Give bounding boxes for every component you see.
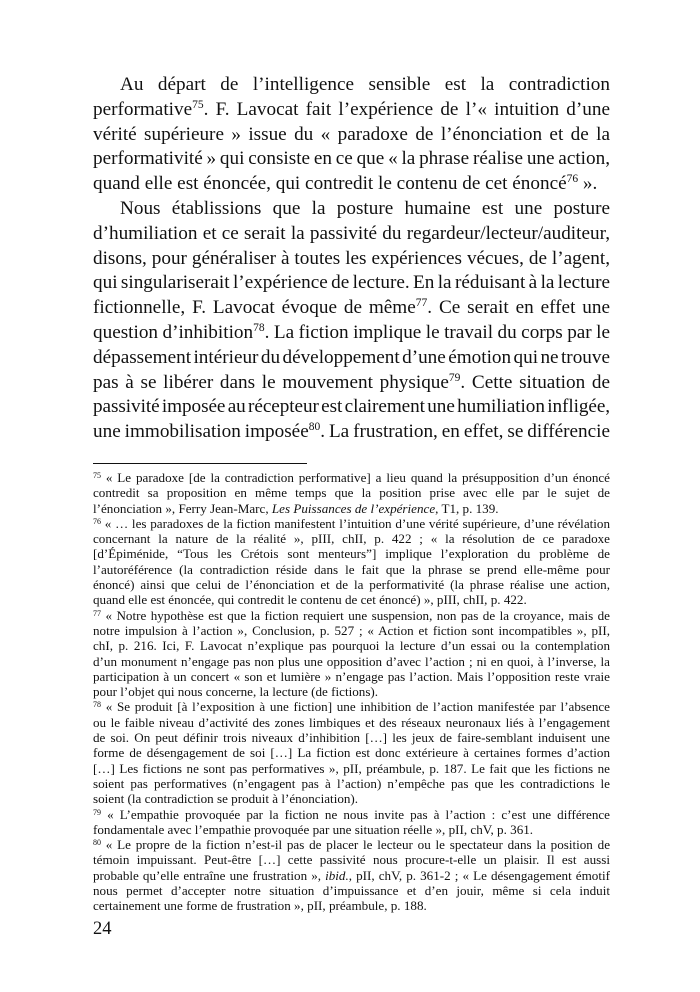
page-number: 24 — [93, 918, 112, 939]
footnote-reference: 80 — [93, 838, 101, 848]
footnote-78 — [93, 699, 610, 806]
text-run: ou le faible niveau d’activité des zones limbiques et des réseaux neuronaux liés à l’engagement — [93, 714, 610, 730]
text-run: . Cette situation de — [460, 371, 610, 393]
text-run: d’un monument n’engage pas non plus une opposition d’avec l’action ; ni en quoi, à l’inverse, la — [93, 653, 610, 669]
footnote-line — [93, 822, 610, 837]
footnote-line — [93, 592, 610, 607]
footnote-line — [93, 776, 610, 791]
footnote-reference: 75 — [93, 471, 101, 480]
footnote-reference: 79 — [93, 807, 101, 817]
text-line — [93, 420, 610, 445]
text-line — [93, 172, 610, 197]
italic-text: ibid. — [325, 867, 349, 883]
footnote-reference: 76 — [93, 516, 101, 526]
footnote-line — [93, 546, 610, 561]
footnote-line — [93, 699, 610, 714]
text-run: , T1, p. 139. — [435, 500, 499, 516]
footnote-line — [93, 531, 610, 546]
text-run: pour l’objet qui nous concerne, la lecture (de fictions). — [93, 684, 379, 700]
text-run: Au départ de l’intelligence sensible est la contradiction — [120, 74, 610, 95]
footnote-reference: 78 — [253, 321, 265, 334]
footnote-line — [93, 623, 610, 638]
text-run: « L’empathie provoquée par la fiction ne nous invite pas à l’action : c’est une différence — [101, 806, 610, 822]
footnote-line — [93, 669, 610, 684]
text-run: chI, p. 216. Ici, F. Lavocat n’explique pas pourquoi la lecture d’un essai ou la contemplation — [93, 638, 610, 654]
text-line — [93, 271, 610, 296]
text-run: « Notre hypothèse est que la fiction requiert une suspension, non pas de la croyance, mais de — [101, 607, 610, 623]
text-run: l’autoréférence (la contradiction réside dans le fait que la phrase se prend elle-même pour — [93, 561, 610, 577]
footnote-line — [93, 898, 610, 913]
text-line — [93, 147, 610, 172]
text-run: soient pas performatives (n’engagent pas à l’action) n’empêche pas que les contradictions le — [93, 775, 610, 791]
footnote-line — [93, 791, 610, 806]
text-run: [d’Épiménide, “Tous les Crétois sont menteurs”] implique l’exploration du problème de — [93, 546, 610, 562]
footnote-75 — [93, 470, 610, 516]
text-run: nous permet d’accepter notre situation d’impuissance et d’en jouir, même si cela induit — [93, 883, 610, 899]
footnote-line — [93, 562, 610, 577]
text-line — [93, 222, 610, 247]
text-run: d’humiliation et ce serait la passivité du regardeur/lecteur/auditeur, — [93, 222, 610, 244]
body-text — [93, 73, 610, 459]
text-run: quand elle est énoncée, qui contredit le contenu de cet énoncé — [93, 173, 567, 195]
footnote-line — [93, 883, 610, 898]
footnote-line — [93, 807, 610, 822]
footnote-line — [93, 837, 610, 852]
text-run: l’énonciation », Ferry Jean-Marc, — [93, 500, 272, 516]
footnote-reference: 75 — [192, 98, 204, 111]
footnote-line — [93, 516, 610, 531]
text-run: contredit sa proposition en même temps que la position prise avec elle par le sujet de — [93, 485, 610, 501]
footnote-line — [93, 715, 610, 730]
text-run: passivité imposée au récepteur est clairement une humiliation infligée, — [93, 396, 610, 418]
text-run: concernant la nature de la réalité », pIII, chII, p. 422 ; « la résolution de ce paradoxe — [93, 531, 610, 547]
text-run: . F. Lavocat fait l’expérience de l’« intuition d’une — [203, 98, 610, 120]
text-run: performative — [93, 98, 193, 120]
text-run: pas à se libérer dans le mouvement physique — [93, 371, 449, 393]
footnote-reference: 76 — [566, 173, 579, 186]
footnote-line — [93, 485, 610, 500]
text-run: disons, pour généraliser à toutes les expériences vécues, de l’agent, — [93, 247, 610, 269]
text-run: probable qu’elle entraîne une frustration », — [93, 867, 326, 883]
text-run: soient (la contradiction se produit à l’énonciation). — [93, 791, 359, 807]
italic-text: Les Puissances de l’expérience — [271, 500, 436, 516]
text-run: . La frustration, en effet, se différencie — [320, 421, 610, 443]
text-run: participation à un concert « son et lumière » n’engage pas l’action. Mais l’opposition reste vraie — [93, 668, 610, 684]
footnote-reference: 77 — [93, 608, 101, 618]
footnote-separator — [93, 463, 307, 464]
footnote-reference: 80 — [308, 421, 321, 434]
text-run: « Se produit [à l’exposition à une fiction] une inhibition de l’action manifestée par l’absence — [101, 699, 610, 715]
footnote-line — [93, 654, 610, 669]
footnote-line — [93, 577, 610, 592]
text-run: . La fiction implique le travail du corps par le — [264, 321, 610, 343]
text-run: notre impulsion à l’action », Conclusion, p. 527 ; « Action et fiction sont incompatibles », pII, — [93, 622, 610, 638]
text-run: de soi. On peut définir trois niveaux d’inhibition […] les jeux de faire-semblant induisent une — [93, 730, 610, 746]
text-line — [93, 197, 610, 222]
footnote-line — [93, 608, 610, 623]
footnote-line — [93, 745, 610, 760]
text-run: quand elle est énoncée, qui contredit le contenu de cet énoncé) », pIII, chII, p. 422. — [93, 592, 527, 608]
text-line — [93, 247, 610, 272]
footnote-line — [93, 852, 610, 867]
footnote-line — [93, 730, 610, 745]
footnote-line — [93, 470, 610, 485]
footnote-line — [93, 501, 610, 516]
footnote-79 — [93, 807, 610, 838]
text-run: question d’inhibition — [93, 321, 254, 343]
text-run: certainement une forme de frustration », pII, préambule, p. 188. — [93, 898, 427, 914]
footnote-line — [93, 868, 610, 883]
footnote-76 — [93, 516, 610, 608]
footnotes — [93, 470, 610, 914]
text-run: énoncé) ainsi que celui de l’énonciation et de la performativité (la phrase réalise une action, — [93, 577, 610, 593]
text-run: fondamentale avec l’empathie provoquée par une situation réelle », pII, chV, p. 361. — [93, 821, 534, 837]
text-run: « Le propre de la fiction n’est-il pas de placer le lecteur ou le spectateur dans la position de — [101, 837, 610, 853]
text-run: fictionnelle, F. Lavocat évoque de même — [93, 297, 416, 319]
footnote-line — [93, 638, 610, 653]
text-run: une immobilisation imposée — [93, 421, 309, 443]
text-line — [93, 98, 610, 123]
text-line — [93, 296, 610, 321]
text-line — [93, 73, 610, 98]
paragraph — [93, 197, 610, 445]
text-run: . Ce serait en effet une — [427, 297, 610, 319]
text-line — [93, 395, 610, 420]
text-run: […] Les fictions ne sont pas performatives », pII, préambule, p. 187. Le fait que les fictions ne — [93, 760, 610, 776]
text-line — [93, 123, 610, 148]
footnote-77 — [93, 608, 610, 700]
text-run: forme de désengagement de soi […] La fiction est donc extérieure à certaines formes d’action — [93, 745, 610, 761]
footnote-reference: 78 — [93, 700, 101, 710]
text-run: qui singulariserait l’expérience de lecture. En la réduisant à la lecture — [93, 272, 610, 294]
text-run: dépassement intérieur du développement d’une émotion qui ne trouve — [93, 346, 610, 368]
text-run: Nous établissions que la posture humaine est une posture — [120, 197, 610, 219]
text-run: « Le paradoxe [de la contradiction performative] a lieu quand la présupposition d’un énoncé — [101, 470, 610, 485]
footnote-line — [93, 684, 610, 699]
text-run: ». — [578, 173, 598, 195]
text-run: vérité supérieure » issue du « paradoxe de l’énonciation et de la — [93, 123, 610, 145]
paragraph — [93, 73, 610, 197]
text-run: « … les paradoxes de la fiction manifestent l’intuition d’une vérité supérieure, d’une révélation — [101, 515, 610, 531]
text-line — [93, 371, 610, 396]
footnote-80 — [93, 837, 610, 913]
text-run: performativité » qui consiste en ce que « la phrase réalise une action, — [93, 148, 610, 170]
text-run: , pII, chV, p. 361-2 ; « Le désengagement émotif — [348, 867, 610, 883]
text-line — [93, 321, 610, 346]
text-run: témoin impuissant. Peut-être […] cette passivité nous procure-t-elle un plaisir. Il est aussi — [93, 852, 610, 868]
footnote-reference: 77 — [415, 297, 428, 310]
text-line — [93, 346, 610, 371]
footnote-reference: 79 — [448, 371, 461, 384]
footnote-line — [93, 761, 610, 776]
